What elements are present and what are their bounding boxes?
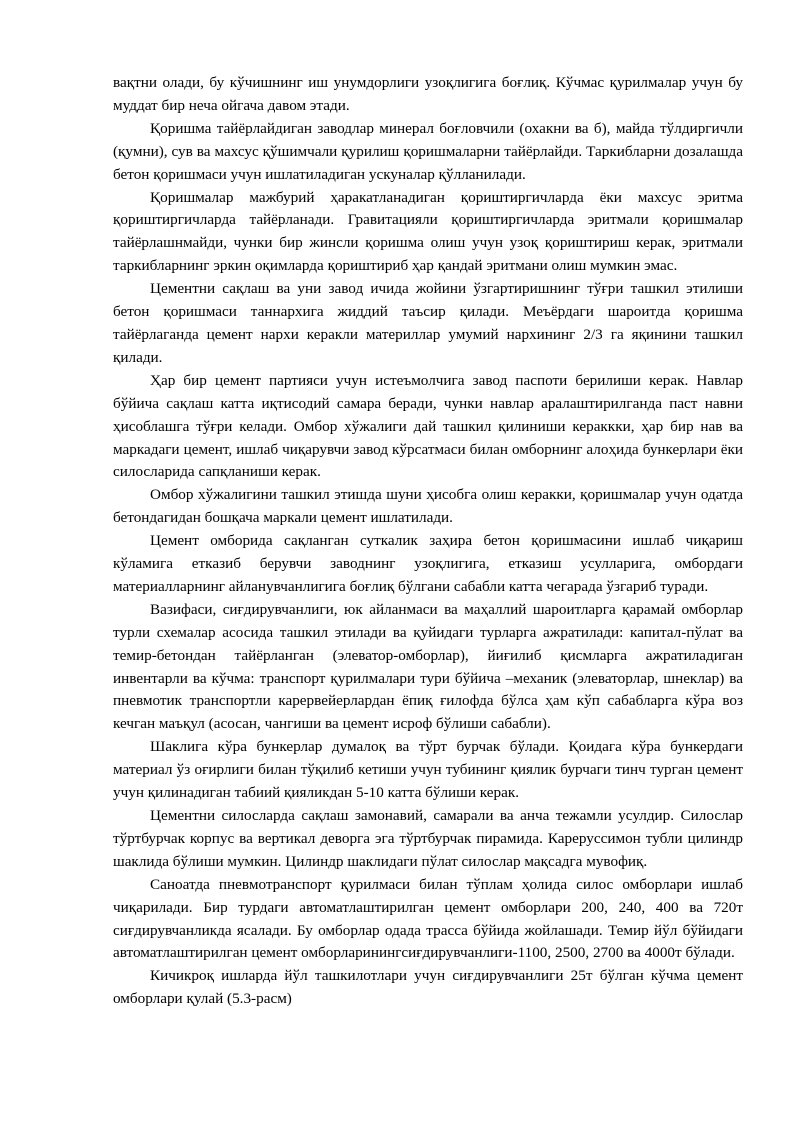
paragraph-continuation: вақтни олади, бу кўчишнинг иш унумдорлиги узоқлигига боғлиқ. Кўчмас қурилмалар учун бу муддат бир неча ойгача давом этади. <box>113 74 743 114</box>
paragraph-mobile-warehouses: Кичикроқ ишларда йўл ташкилотлари учун сиғдирувчанлиги 25т бўлган кўчма цемент омборлари қулай (5.3-расм) <box>113 967 743 1008</box>
paragraph-bunker-shapes: Шаклига кўра бункерлар думалоқ ва тўрт бурчак бўлади. Қоидага кўра бункердаги материал ўз оғирлиги билан тўқилиб кетиши учун тубининг қиялик бурчаги тинч турган цемент учун қилинадиган табиий қияликдан 5-10 катта бўлиши керак. <box>113 738 743 802</box>
paragraph-pneumatic-silos: Саноатда пневмотранспорт қурилмаси билан тўплам ҳолида силос омборлари ишлаб чиқарилади. Бир турдаги автоматлаштирилган цемент омборлари 200, 240, 400 ва 720т сиғдирувчанликда ясалади. Бу омборлар одада трасса бўйида жойлашади. Темир йўл бўйидаги автоматлаштирилган цемент омборларинингсиғдирувчанлиги-1100, 2500, 2700 ва 4000т бўлади. <box>113 875 743 962</box>
paragraph-cement-passport: Ҳар бир цемент партияси учун истеъмолчига завод паспоти берилиши керак. Навлар бўйича сақлаш катта иқтисодий самара беради, чунки навлар аралаштирилганда паст навни ҳисоблашга тўғри келади. Омбор хўжалиги дай ташкил қилиниши кераккки, ҳар бир нав ва маркадаги цемент, ишлаб чиқарувчи завод кўрсатмаси билан омборнинг алоҳида бункерлари ёки силосларида сапқланиши керак. <box>113 371 743 481</box>
paragraph-silo-storage: Цементни силосларда сақлаш замонавий, самарали ва анча тежамли усулдир. Силослар тўртбурчак корпус ва вертикал деворга эга тўртбурчак пирамида. Кареруссимон тубли цилиндр шаклида бўлиши мумкин. Цилиндр шаклидаги пўлат силослар мақсадга мувофиқ. <box>113 807 743 870</box>
paragraph-warehouse-grades: Омбор хўжалигини ташкил этишда шуни ҳисобга олиш керакки, қоришмалар учун одатда бетондагидан бошқача маркали цемент ишлатилади. <box>113 486 743 527</box>
paragraph-warehouse-types: Вазифаси, сиғдирувчанлиги, юк айланмаси ва маҳаллий шароитларга қарамай омборлар турли схемалар асосида ташкил этилади ва қуйидаги турларга ажратилади: капитал-пўлат ва темир-бетондан тайёрланган (элеватор-омборлар), йиғилиб қисмларга ажратиладиган инвентарли ва кўчма: транспорт қурилмалари тури бўйича –механик (элеваторлар, шнеклар) ва пневмотик транспортли карервейерлардан ёпиқ ғилофда бўлса ҳам кўп сабабларга кўра воз кечган маъқул (асосан, чангиши ва цемент исроф бўлиши сабабли). <box>113 600 743 733</box>
paragraph-mortar-plants: Қоришма тайёрлайдиган заводлар минерал боғловчили (охакни ва б), майда тўлдиргичли (қумни), сув ва махсус қўшимчали қурилиш қоришмаларни тайёрлайди. Таркибларни дозалашда бетон қоришмаси учун ишлатиладиган ускуналар қўлланилади. <box>113 119 743 183</box>
paragraph-daily-reserve: Цемент омборида сақланган суткалик заҳира бетон қоришмасини ишлаб чиқариш кўламига етказиб берувчи заводнинг узоқлигига, етказиш усулларига, омбордаги материалларнинг айланувчанлигига боғлиқ бўлгани сабабли катта чегарада ўзгариб туради. <box>113 532 743 595</box>
document-page <box>113 72 743 1011</box>
paragraph-cement-storage-cost: Цементни сақлаш ва уни завод ичида жойини ўзгартиришнинг тўғри ташкил этилиши бетон қоришмаси таннархига жиддий таъсир қилади. Меъёрдаги шароитда қоришма тайёрлаганда цемент нархи керакли материллар умумий нархининг 2/3 га яқинини ташкил қилади. <box>113 280 743 366</box>
paragraph-mortar-mixers: Қоришмалар мажбурий ҳаракатланадиган қориштиргичларда ёки махсус эритма қориштиргичларда тайёрланади. Гравитацияли қориштиргичларда эритмали қоришмалар тайёрлашнмайди, чунки бир жинсли қоришма олиш учун узоқ қориштириш керак, эритмали таркибларнинг эркин оқимларда қориштириб ҳар қандай эритмани олиш мумкин эмас. <box>113 188 743 275</box>
